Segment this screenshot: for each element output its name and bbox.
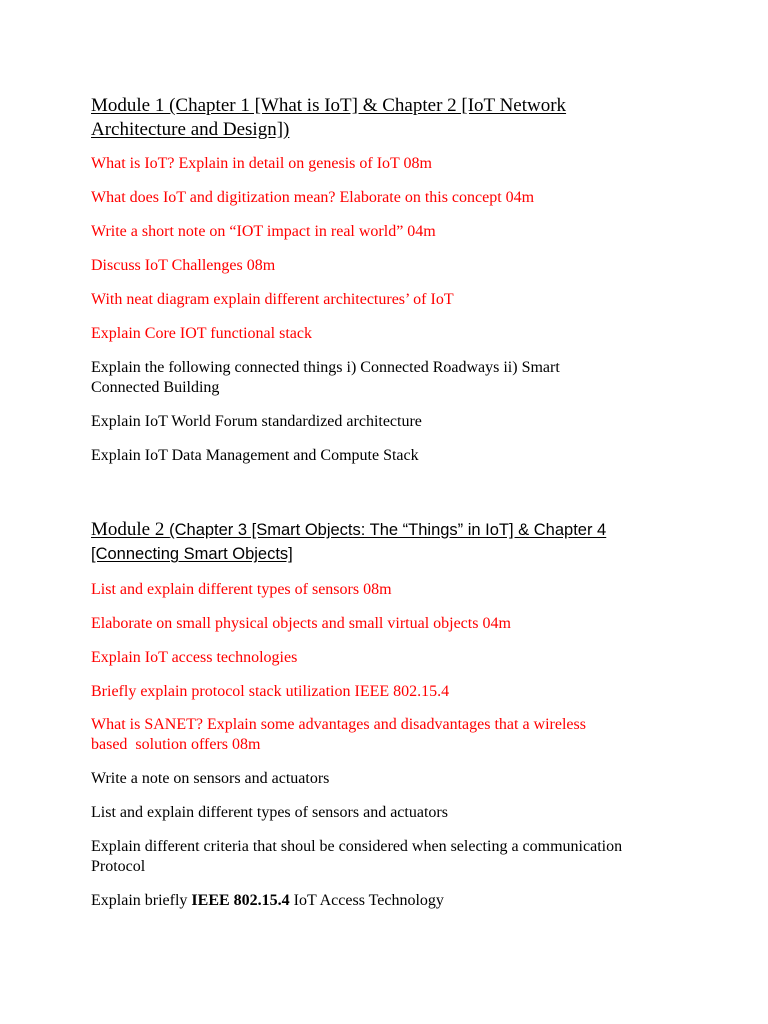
module2-question-9-bold: IEEE 802.15.4 — [191, 892, 290, 909]
module1-question-1: What is IoT? Explain in detail on genesis of IoT 08m — [91, 155, 432, 172]
module1-question-4: Discuss IoT Challenges 08m — [91, 257, 276, 274]
module2-question-5 — [91, 715, 586, 755]
module2-question-1: List and explain different types of sensors 08m — [91, 581, 392, 598]
module2-question-7: List and explain different types of sensors and actuators — [91, 804, 448, 821]
module2-question-8 — [91, 837, 622, 877]
module2-question-4: Briefly explain protocol stack utilization IEEE 802.15.4 — [91, 683, 450, 700]
module2-heading — [91, 518, 606, 566]
module1-question-9: Explain IoT Data Management and Compute Stack — [91, 447, 419, 464]
module2-question-8-line1: Explain different criteria that shoul be considered when selecting a communication — [91, 838, 623, 855]
module2-heading-line1-rest: (Chapter 3 [Smart Objects: The “Things” in IoT] & Chapter 4 — [169, 521, 607, 539]
module1-heading-line2: Architecture and Design]) — [91, 119, 290, 140]
module2-question-9-suffix: IoT Access Technology — [289, 892, 444, 909]
module1-question-5: With neat diagram explain different architectures’ of IoT — [91, 291, 454, 308]
module2-question-3: Explain IoT access technologies — [91, 649, 298, 666]
module2-question-9 — [91, 891, 444, 911]
module1-question-2: What does IoT and digitization mean? Elaborate on this concept 04m — [91, 189, 535, 206]
module1-question-3: Write a short note on “IOT impact in real world” 04m — [91, 223, 436, 240]
module1-question-7-line1: Explain the following connected things i) Connected Roadways ii) Smart — [91, 359, 560, 376]
module2-question-6: Write a note on sensors and actuators — [91, 770, 330, 787]
module1-heading — [91, 94, 566, 142]
module2-heading-prefix: Module 2 — [91, 519, 170, 540]
module2-heading-line2: [Connecting Smart Objects] — [91, 545, 293, 563]
module2-question-8-line2: Protocol — [91, 858, 146, 875]
module1-question-8: Explain IoT World Forum standardized architecture — [91, 413, 422, 430]
module1-question-7-line2: Connected Building — [91, 379, 220, 396]
module2-question-5-line2: based solution offers 08m — [91, 736, 261, 753]
module1-heading-line1: Module 1 (Chapter 1 [What is IoT] & Chapter 2 [IoT Network — [91, 95, 567, 116]
module2-question-5-line1: What is SANET? Explain some advantages and disadvantages that a wireless — [91, 716, 586, 733]
module1-question-7 — [91, 358, 560, 398]
module1-question-6: Explain Core IOT functional stack — [91, 325, 312, 342]
module2-question-2: Elaborate on small physical objects and small virtual objects 04m — [91, 615, 511, 632]
module2-heading-line1 — [91, 518, 606, 542]
module2-question-9-prefix: Explain briefly — [91, 892, 192, 909]
